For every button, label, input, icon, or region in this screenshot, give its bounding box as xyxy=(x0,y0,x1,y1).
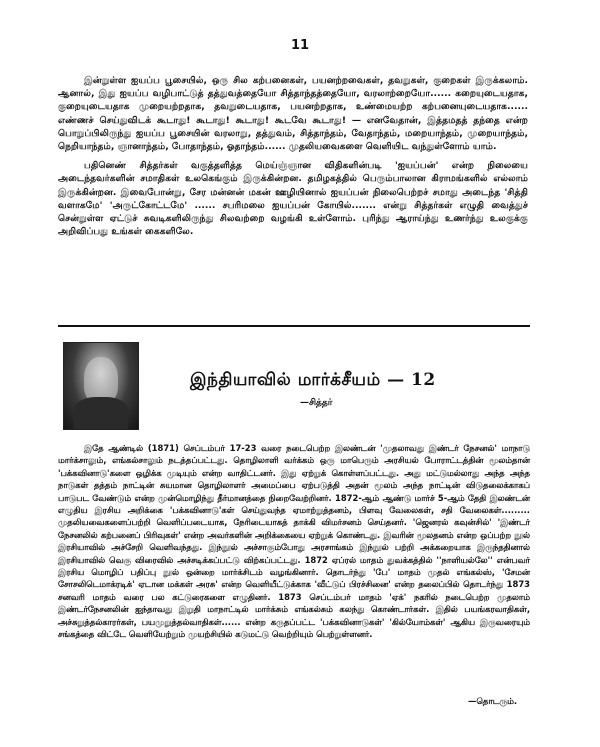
bottom-article-paragraph-1: இதே ஆண்டில் (1871) செப்டம்பர் 17-23 வரை நடைபெற்ற இலண்டன் 'முதலாவது இண்டர் நேசனல்' மாநாடு மார்க்சாலும், எங்கல்சாலும் நடத்தப்பட்டது. தொழிலாளி வர்க்கம் ஒரு மாபெரும் அரசியல் போராட்டத்தின் மூலம்தான் 'பக்கவினாடு'களை ஒழிக்க முடியும் என்ற வாதிட்டனர். இது ஏற்றுக் கொள்ளப்பட்டது. அது மட்டுமல்லாது அந்த அந்த நாடுகள் தத்தம் நாட்டின் சுயமான தொழிலாளர் அமைப்பை ஏற்படுத்தி அதன் மூலம் அந்த நாட்டின் விடுதலைக்காகப் பாடுபட வேண்டும் என்ற முன்மொழிந்து தீர்மானத்தை நிறைவேற்றினர். 1872-ஆம் ஆண்டு மார்ச் 5-ஆம் தேதி இலண்டன் எழுதிய இரசிய அறிக்கை 'பக்கவினாடு'கள் செய்துவந்த ஏமாற்றுத்தனம், பிளவு வேலைகள், சதி வேலைகள்......... முதலியவைகளைப்பற்றி வெளிப்படையாக, நேரிடையாகத் தாக்கி விமர்சனம் செய்தனர். 'ஜெனரல் கவுன்சில்' 'இண்டர் நேசனலில் கற்பனைப் பிரிவுகள்' என்ற அவர்களின் அறிக்கையை ஏற்றுக் கொண்டது. இவரின் மூலதனம் என்ற ஒப்பற்ற நூல் இரசியாவில் அச்சேறி வெளிவந்தது. இந்நூல் அச்சாகும்போது அரசாங்கம் இந்நூல் பற்றி அக்கறையாக இருந்ததினால் இரசியாவில் வெகு விரைவில் அச்சடிக்கப்பட்டு விற்கப்பட்டது. 1872 ஏப்ரல் மாதம் துவக்கத்தில் ''நாளியல்லே'' என்பவர் இரசிய மொழிப் பதிப்பு நூல் ஒன்றை மார்க்சிடம் வழங்கினார். தொடர்ந்து 'பே' மாதம் முதல் எங்கல்ஸ், 'சேமன் சோசலிடெமாக்ரடிக்' ஏடான மக்கள் அரசு' என்ற வெளியீட்டுக்காக 'வீட்டுப் பிரச்சினை' என்ற தலைப்பில் தொடர்ந்து 1873 சனவரி மாதம் வரை பல கட்டுரைகளை எழுதினர். 1873 செப்டம்பர் மாதம் 'ஏக்' நகரில் நடைபெற்ற முதலாம் இண்டர்நேசனலின் ஐந்தாவது இறுதி மாநாட்டில் மார்க்சும் எங்கல்சும் கலந்து கொண்டார்கள். இதில் பயங்கரவாதிகள், அச்சுறுத்தல்காரர்கள், பயமுறுத்தல்வாதிகள்...... என்ற கருதப்பட்ட 'பக்கவினாடுகள்' 'கில்யோம்கள்' ஆகிய இருவரையும் சங்கத்தை விட்டே வெளியேற்றும் முயற்சியில் கடுமட்டு வெற்றியும் பெற்றுள்ளனர். xyxy=(58,443,530,640)
article-author: —சித்தர் xyxy=(300,398,333,408)
top-article-paragraph-1: இன்றுள்ள ஐயப்ப பூசையில், ஒரு சில கற்பனைகள், பயனற்றவைகள், தவறுகள், குறைகள் இருக்கலாம். ஆனால், இது ஐயப்ப வழிபாட்டுத் தத்துவத்தையோ சித்தாந்தத்தையோ, வரலாற்றையோ...... கறையுடையதாக, குறையுடையதாக முறையற்றதாக, தவறுடையதாக, பயனற்றதாக, உண்மையற்ற கற்பனையுடையதாக...... எண்ணச் செய்துவிடக் கூடாது! கூடாது! கூடாது! கூடவே கூடாது! — எனவேதான், இத்தமதத் தந்தை என்ற பொறுப்பிலிருந்து ஐயப்ப பூசையின் வரலாறு, தத்துவம், சித்தாந்தம், வேதாந்தம், மறையாந்தம், முறையாந்தம், நெறியாந்தம், ஞானாந்தம், போதாந்தம், ஓதாந்தம்...... முதலியவைகளை வெளியிட வந்துள்ளோம் யாம். xyxy=(58,75,528,153)
portrait-body xyxy=(74,397,128,429)
author-portrait-image xyxy=(63,342,139,430)
article-title: இந்தியாவில் மார்க்சீயம் — 12 xyxy=(190,370,436,390)
top-article-paragraph-2: பதினெண் சித்தர்கள் வகுத்தளித்த மெய்ஞ்ஞான விதிகளின்படி 'ஐயப்பன்' என்ற நிலையை அடைந்தவர்களின் சமாதிகள் உலகெங்கும் இருக்கின்றன. தமிழகத்தில் பெரும்பாலான கிராமங்களில் எல்லாம் இருக்கின்றன. இவைபோன்று, சேர மன்னன் மகன் ஊழியினால் ஐயப்பன் நிலைபெற்றச் சமாது அடைந்த 'சித்தி வளாகமே' 'அருட்கோட்டமே' ...... சபரிமலை ஐயப்பன் கோயில்....... என்று சித்தர்கள் எழுதி வைத்துச் சென்றுள்ள ஏட்டுச் சுவடிகளிலிருந்து சிலவற்றை வழங்கி உள்ளோம். புரிந்து ஆராய்ந்து உணர்ந்து உலகுக்கு அறிவிப்பது உங்கள் கைகளிலே. xyxy=(58,160,528,238)
bottom-article xyxy=(58,442,530,641)
continued-label: —தொடரும். xyxy=(468,696,518,706)
page-number: 11 xyxy=(290,38,310,53)
section-divider xyxy=(58,325,530,327)
top-article xyxy=(58,74,528,244)
